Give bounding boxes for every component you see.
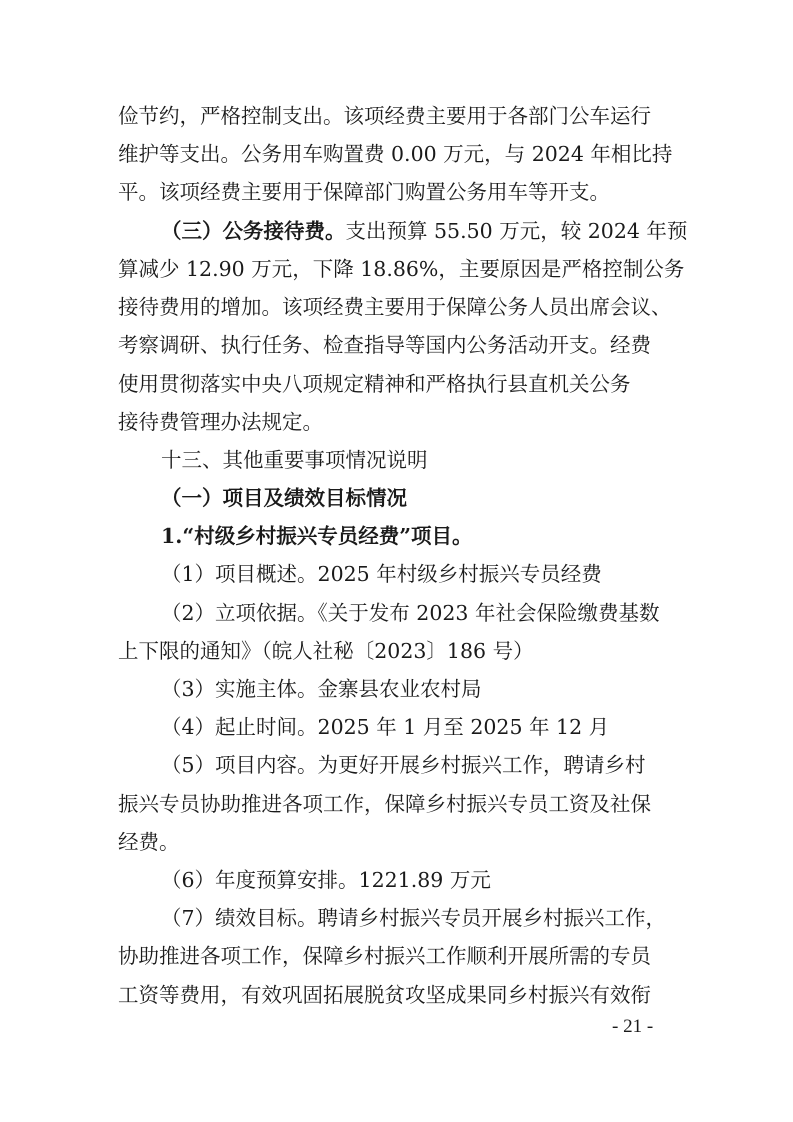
body-text-line: 使用贯彻落实中央八项规定精神和严格执行县直机关公务 xyxy=(118,372,631,396)
section-lead-heading: （三）公务接待费。 xyxy=(161,219,346,243)
body-text-line: （3）实施主体。金寨县农业农村局 xyxy=(161,677,482,701)
body-text-line: 平。该项经费主要用于保障部门购置公务用车等开支。 xyxy=(118,180,610,204)
body-text-line: 工资等费用，有效巩固拓展脱贫攻坚成果同乡村振兴有效衔 xyxy=(118,983,651,1007)
subsection-heading: （一）项目及绩效目标情况 xyxy=(161,486,407,510)
body-text-line: 接待费管理办法规定。 xyxy=(118,410,323,434)
body-text-line: 接待费用的增加。该项经费主要用于保障公务人员出席会议、 xyxy=(118,295,672,319)
body-text-line: 算减少 12.90 万元，下降 18.86%，主要原因是严格控制公务 xyxy=(118,257,685,281)
body-text: 支出预算 55.50 万元，较 2024 年预 xyxy=(345,219,688,243)
body-text-line: （1）项目概述。2025 年村级乡村振兴专员经费 xyxy=(161,562,602,586)
page-number: - 21 - xyxy=(612,1016,654,1037)
body-text-line: 考察调研、执行任务、检查指导等国内公务活动开支。经费 xyxy=(118,333,651,357)
section-paragraph-line xyxy=(161,216,687,246)
section-heading: 十三、其他重要事项情况说明 xyxy=(161,448,428,472)
body-text-line: （4）起止时间。2025 年 1 月至 2025 年 12 月 xyxy=(161,715,610,739)
body-text-line: 经费。 xyxy=(118,830,180,854)
body-text-line: 维护等支出。公务用车购置费 0.00 万元，与 2024 年相比持 xyxy=(118,142,673,166)
body-text-line: （7）绩效目标。聘请乡村振兴专员开展乡村振兴工作， xyxy=(161,906,667,930)
body-text-line: 振兴专员协助推进各项工作，保障乡村振兴专员工资及社保 xyxy=(118,792,651,816)
body-text-line: 协助推进各项工作，保障乡村振兴工作顺利开展所需的专员 xyxy=(118,944,651,968)
body-text-line: 上下限的通知》（皖人社秘〔2023〕186 号） xyxy=(118,639,534,663)
body-text-line: （2）立项依据。《关于发布 2023 年社会保险缴费基数 xyxy=(161,601,660,625)
body-text-line: 俭节约，严格控制支出。该项经费主要用于各部门公车运行 xyxy=(118,104,651,128)
body-text-line: （6）年度预算安排。1221.89 万元 xyxy=(161,868,491,892)
body-text-line: （5）项目内容。为更好开展乡村振兴工作，聘请乡村 xyxy=(161,753,646,777)
item-heading: 1.“村级乡村振兴专员经费”项目。 xyxy=(161,524,473,548)
